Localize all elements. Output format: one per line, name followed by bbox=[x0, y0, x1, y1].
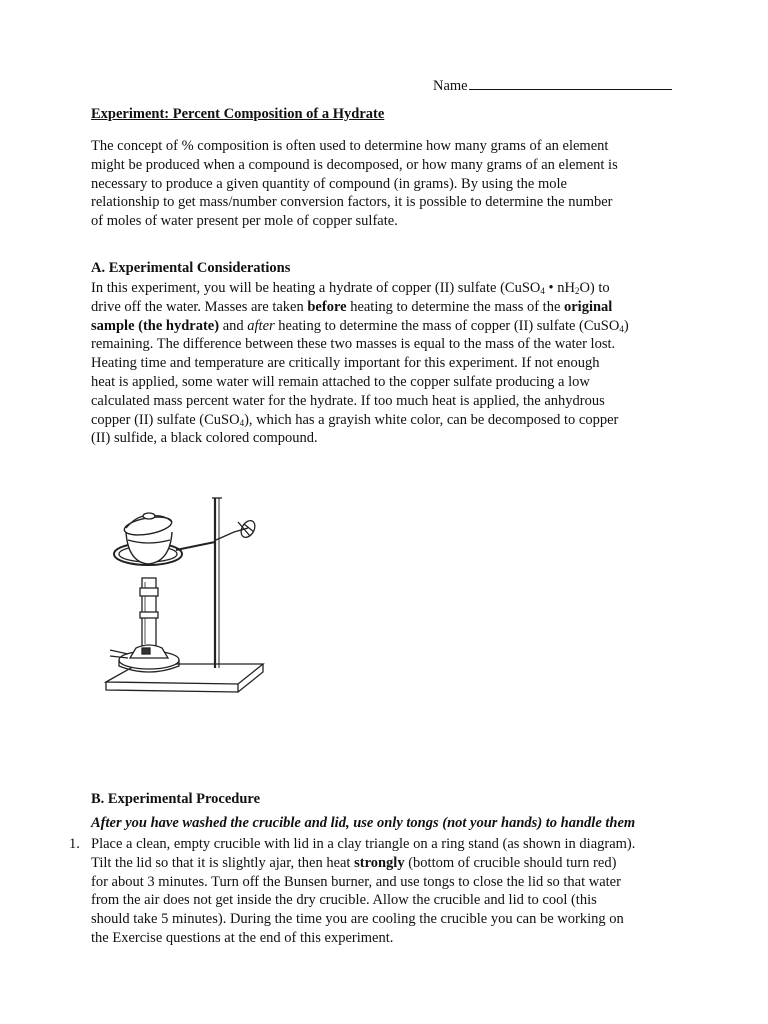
intro-line: might be produced when a compound is decomposed, or how many grams of an element is bbox=[91, 156, 618, 173]
page-title: Experiment: Percent Composition of a Hydrate bbox=[91, 106, 385, 122]
procedure-line: from the air does not get inside the dry crucible. Allow the crucible and lid to cool (this bbox=[91, 892, 597, 909]
section-a-line: drive off the water. Masses are taken before heating to determine the mass of the original bbox=[91, 298, 613, 315]
section-a-heading: A. Experimental Considerations bbox=[91, 260, 291, 276]
intro-line: The concept of % composition is often used to determine how many grams of an element bbox=[91, 138, 609, 154]
section-a-line: sample (the hydrate) and after heating to determine the mass of copper (II) sulfate (CuSO$_4$) bbox=[91, 317, 629, 334]
procedure-step-1 bbox=[69, 835, 689, 948]
section-a-line: copper (II) sulfate (CuSO$_4$), which has a grayish white color, can be decomposed to copper bbox=[91, 411, 619, 428]
section-a-line: Heating time and temperature are critically important for this experiment. If not enough bbox=[91, 355, 600, 372]
handling-note: After you have washed the crucible and lid, use only tongs (not your hands) to handle them bbox=[91, 815, 636, 831]
step-number: 1. bbox=[69, 836, 80, 852]
intro-line: necessary to produce a given quantity of compound (in grams). By using the mole bbox=[91, 175, 567, 192]
section-b-heading: B. Experimental Procedure bbox=[91, 791, 261, 807]
section-a-line: (II) sulfide, a black colored compound. bbox=[91, 430, 318, 447]
procedure-line: should take 5 minutes). During the time you are cooling the crucible you can be working on bbox=[91, 911, 624, 928]
ring-stand-bunsen-burner-diagram bbox=[98, 492, 268, 712]
intro-line: relationship to get mass/number conversion factors, it is possible to determine the number bbox=[91, 194, 613, 211]
section-a-paragraph bbox=[91, 279, 683, 448]
name-field bbox=[433, 76, 672, 95]
intro-line: of moles of water present per mole of copper sulfate. bbox=[91, 213, 398, 230]
section-a-line: In this experiment, you will be heating a hydrate of copper (II) sulfate (CuSO$_4$ • $nH_2O$) to bbox=[91, 280, 610, 296]
procedure-line: for about 3 minutes. Turn off the Bunsen burner, and use tongs to close the lid so that water bbox=[91, 873, 621, 890]
section-a-line: calculated mass percent water for the hydrate. If too much heat is applied, the anhydrous bbox=[91, 392, 605, 409]
procedure-line: 1. Place a clean, empty crucible with lid in a clay triangle on a ring stand (as shown in diagram). bbox=[69, 836, 636, 852]
intro-paragraph bbox=[91, 137, 683, 231]
procedure-line: the Exercise questions at the end of this experiment. bbox=[91, 929, 394, 946]
procedure-line: Tilt the lid so that it is slightly ajar, then heat strongly (bottom of crucible should turn red) bbox=[91, 854, 617, 871]
name-blank-line bbox=[469, 76, 672, 90]
name-label: Name bbox=[433, 78, 468, 94]
section-a-line: heat is applied, some water will remain attached to the copper sulfate producing a low bbox=[91, 373, 590, 390]
section-a-line: remaining. The difference between these two masses is equal to the mass of the water lost. bbox=[91, 336, 616, 353]
